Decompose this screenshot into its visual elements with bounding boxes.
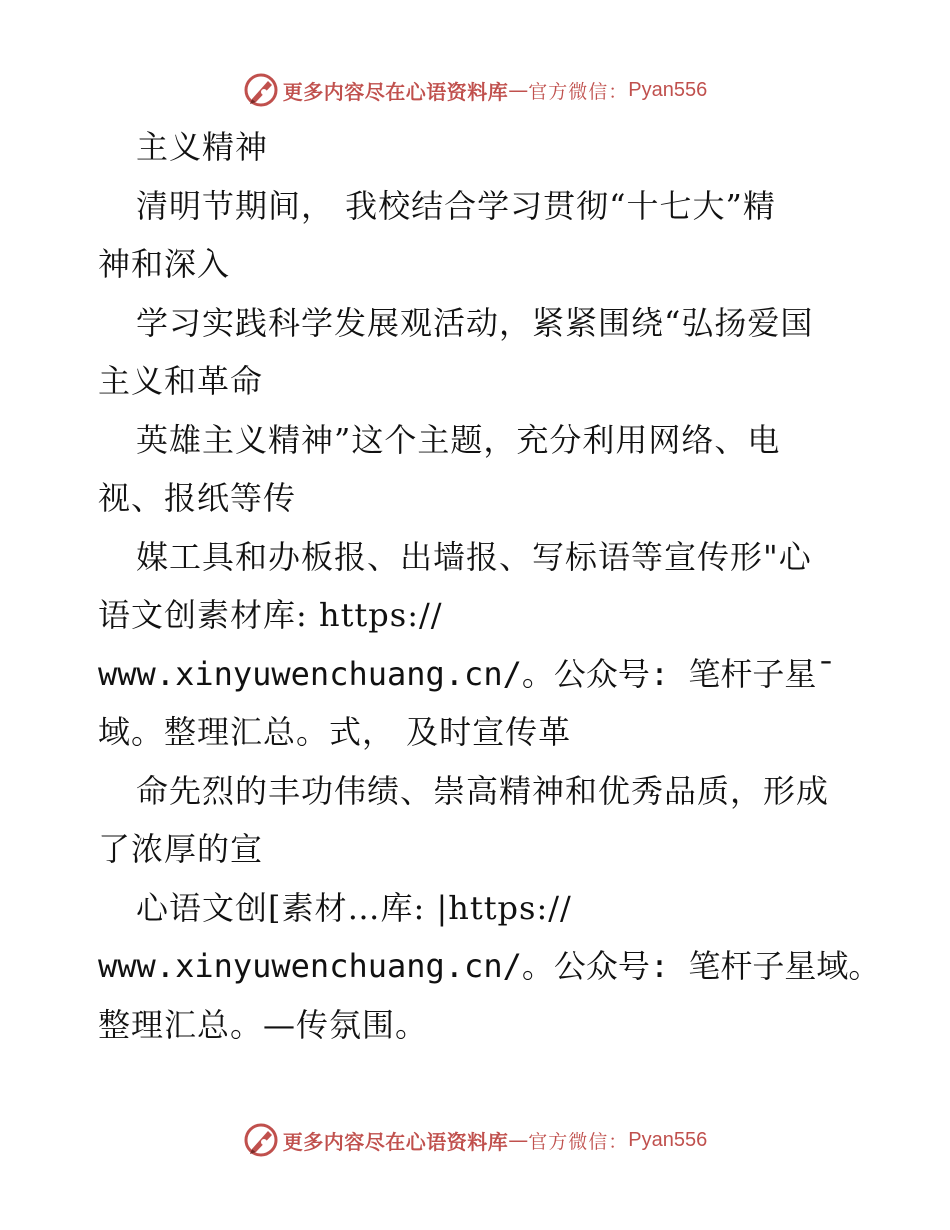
- body-line: 英雄主义精神”这个主题，充分利用网络、电: [136, 420, 781, 459]
- body-line: 主义和革命: [98, 362, 264, 400]
- body-line: 神和深入: [98, 245, 231, 283]
- header-banner-separator: —: [508, 78, 529, 102]
- header-banner-inner: [243, 72, 707, 108]
- pen-logo-icon: [243, 1122, 279, 1158]
- header-wechat-label: 官方微信：: [528, 80, 629, 103]
- body-line: 命先烈的丰功伟绩、崇高精神和优秀品质，形成: [136, 771, 830, 810]
- body-line: 语文创素材库: https://: [98, 596, 443, 634]
- footer-banner: [0, 1120, 950, 1160]
- footer-wechat-label: 官方微信：: [528, 1130, 629, 1153]
- body-line: www.xinyuwenchuang.cn/。公众号: 笔杆子星¯: [98, 654, 836, 693]
- pen-logo-icon: [243, 72, 279, 108]
- body-line: 学习实践科学发展观活动，紧紧围绕“弘扬爱国: [136, 303, 814, 342]
- body-line: 媒工具和办板报、出墙报、写标语等宣传形"心: [136, 537, 812, 576]
- body-line: 清明节期间， 我校结合学习贯彻“十七大”精: [136, 186, 776, 225]
- footer-banner-text: 更多内容尽在心语资料库: [282, 1129, 509, 1154]
- header-banner-text: 更多内容尽在心语资料库: [282, 79, 509, 104]
- footer-banner-separator: —: [508, 1128, 529, 1152]
- footer-wechat-id: Pyan556: [628, 1128, 708, 1151]
- body-line: 心语文创[素材…库: |https://: [136, 888, 572, 927]
- header-wechat-id: Pyan556: [628, 78, 708, 101]
- document-body: [98, 118, 898, 1054]
- header-banner: [0, 70, 950, 110]
- footer-banner-inner: [243, 1122, 707, 1158]
- body-line: 主义精神: [136, 128, 269, 166]
- body-line: 视、报纸等传: [98, 479, 297, 517]
- body-line: 整理汇总。—传氛围。: [98, 1005, 429, 1044]
- body-line: www.xinyuwenchuang.cn/。公众号: 笔杆子星域。: [98, 947, 881, 985]
- body-line: 域。整理汇总。式， 及时宣传革: [98, 713, 572, 751]
- body-line: 了浓厚的宣: [98, 830, 264, 868]
